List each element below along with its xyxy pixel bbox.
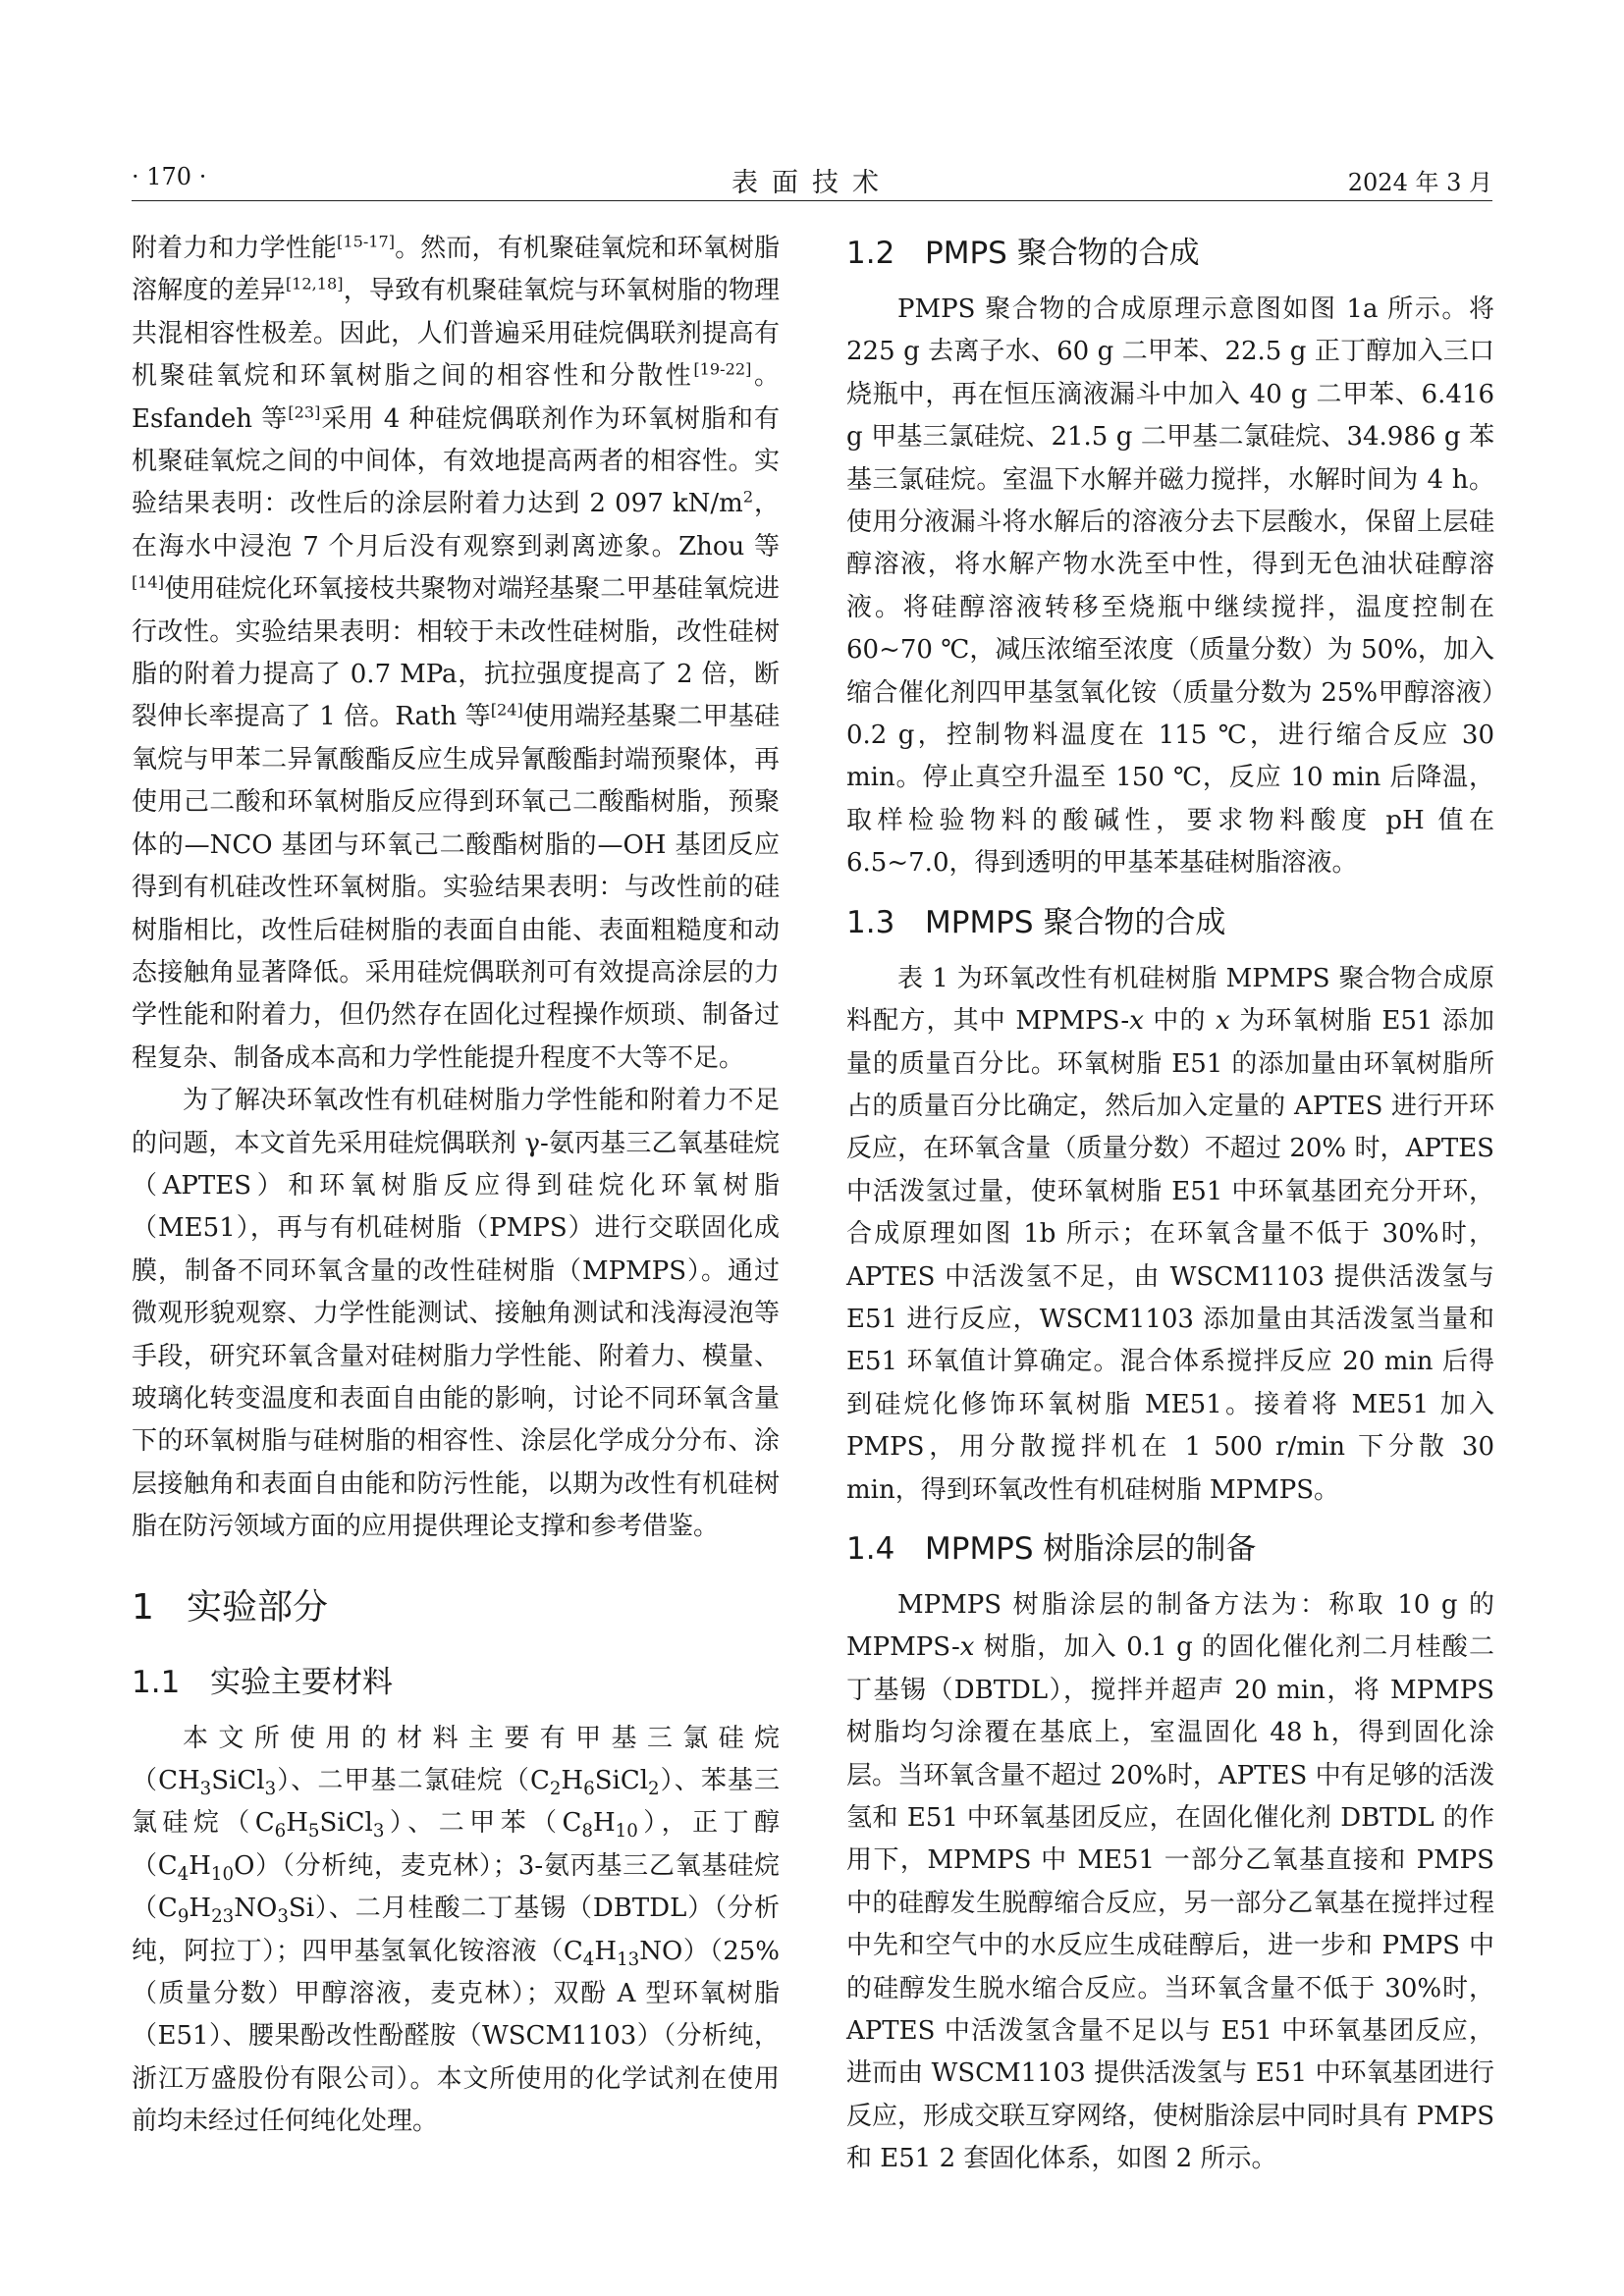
- superscript: [19-22]: [693, 359, 752, 379]
- materials-paragraph: [132, 1718, 780, 2144]
- text-run: 使用硅烷化环氧接枝共聚物对端羟基聚二甲基硅氧烷进行改性。实验结果表明：相较于未改性硅树脂，改性硅树脂的附着力提高了 0.7 MPa，抗拉强度提高了 2 倍，断裂伸长率提高了 1 倍。Rath 等: [132, 574, 780, 732]
- subscript: 2: [549, 1779, 562, 1800]
- subsection-title: 实验主要材料: [210, 1664, 393, 1700]
- subsection-number: 1.1: [132, 1664, 181, 1700]
- text-run: ，导致有机聚硅氧烷与环氧树脂的物理共混相容性极差。因此，人们普遍采用硅烷偶联剂提高有机聚硅氧烷和环氧树脂之间的相容性和分散性: [132, 276, 780, 392]
- header-rule: [132, 200, 1492, 201]
- subscript: 6: [583, 1779, 595, 1800]
- text-run: 为环氧树脂 E51 添加量的质量百分比。环氧树脂 E51 的添加量由环氧树脂所占的质量百分比确定，然后加入定量的 APTES 进行开环反应，在环氧含量（质量分数）不超过 20% 时，APTES 中活泼氢过量，使环氧树脂 E51 中环氧基团充分开环，合成原理如图 1b 所示；在环氧含量不低于 30%时，APTES 中活泼氢不足，由 WSCM1103 提供活泼氢与 E51 进行反应，WSCM1103 添加量由其活泼氢当量和 E51 环氧值计算确定。混合体系搅拌反应 20 min 后得到硅烷化修饰环氧树脂 ME51。接着将 ME51 加入 PMPS，用分散搅拌机在 1 500 r/min 下分散 30 min，得到环氧改性有机硅树脂 MPMPS。: [846, 1006, 1495, 1505]
- subscript: 3: [372, 1821, 385, 1842]
- subsection-title: PMPS 聚合物的合成: [925, 236, 1200, 271]
- superscript: [24]: [490, 700, 523, 720]
- subscript: 3: [277, 1906, 289, 1928]
- text-run: 使用端羟基聚二甲基硅氧烷与甲苯二异氰酸酯反应生成异氰酸酯封端预聚体，再使用己二酸和环氧树脂反应得到环氧己二酸酯树脂，预聚体的—NCO 基团与环氧己二酸酯树脂的—OH 基团反应得到有机硅改性环氧树脂。实验结果表明：与改性前的硅树脂相比，改性后硅树脂的表面自由能、表面粗糙度和动态接触角显著降低。采用硅烷偶联剂可有效提高涂层的力学性能和附着力，但仍然存在固化过程操作烦琐、制备过程复杂、制备成本高和力学性能提升程度不大等不足。: [132, 702, 780, 1073]
- superscript: [15-17]: [337, 232, 396, 251]
- text-run: 树脂，加入 0.1 g 的固化催化剂二月桂酸二丁基锡（DBTDL），搅拌并超声 20 min，将 MPMPS 树脂均匀涂覆在基底上，室温固化 48 h，得到固化涂层。当环氧含量不超过 20%时，APTES 中有足够的活泼氢和 E51 中环氧基团反应，在固化催化剂 DBTDL 的作用下，MPMPS 中 ME51 一部分乙氧基直接和 PMPS 中的硅醇发生脱醇缩合反应，另一部分乙氧基在搅拌过程中先和空气中的水反应生成硅醇后，进一步和 PMPS 中的硅醇发生脱水缩合反应。当环氧含量不低于 30%时，APTES 中活泼氢含量不足以与 E51 中环氧基团反应，进而由 WSCM1103 提供活泼氢与 E51 中环氧基团进行反应，形成交联互穿网络，使树脂涂层中同时具有 PMPS 和 E51 2 套固化体系，如图 2 所示。: [846, 1632, 1494, 2174]
- subscript: 9: [177, 1906, 189, 1928]
- subsection-number: 1.2: [846, 236, 895, 271]
- subscript: 13: [617, 1949, 640, 1970]
- section-number: 1: [132, 1586, 154, 1628]
- text-run: H: [189, 1850, 211, 1881]
- italic-variable: x: [959, 1632, 975, 1663]
- text-run: SiCl: [319, 1808, 373, 1839]
- italic-variable: x: [1129, 1006, 1144, 1037]
- superscript: 2: [742, 487, 754, 507]
- superscript: [12,18]: [285, 274, 344, 294]
- text-run: 。Esfandeh 等: [132, 361, 780, 434]
- left-column: [132, 228, 780, 2144]
- text-run: 附着力和力学性能: [132, 234, 338, 263]
- subscript: 2: [648, 1779, 660, 1800]
- pmps-synthesis-paragraph: [846, 289, 1494, 885]
- text-run: H: [286, 1808, 308, 1839]
- text-run: NO）（25%（质量分数）甲醇溶液，麦克林）；双酚 A 型环氧树脂（E51）、腰果酚改性酚醛胺（WSCM1103）（分析纯，浙江万盛股份有限公司）。本文所使用的化学试剂在使用前均未经过任何纯化处理。: [132, 1936, 780, 2137]
- subsection-number: 1.4: [846, 1530, 895, 1567]
- subscript: 4: [582, 1949, 595, 1970]
- subsection-title: MPMPS 树脂涂层的制备: [925, 1530, 1257, 1567]
- subscript: 4: [177, 1864, 189, 1885]
- issue-date: 2024 年 3 月: [1347, 169, 1492, 196]
- text-run: H: [594, 1936, 618, 1966]
- text-run: Si）、二月桂酸二丁基锡（DBTDL）（分析纯，阿拉丁）；四甲基氢氧化铵溶液（C: [132, 1894, 780, 1966]
- subscript: 10: [615, 1821, 638, 1842]
- subsection-heading-1-1: [132, 1657, 780, 1708]
- text-run: SiCl: [211, 1766, 265, 1795]
- text-run: 为了解决环氧改性有机硅树脂力学性能和附着力不足的问题，本文首先采用硅烷偶联剂 γ-氨丙基三乙氧基硅烷（APTES）和环氧树脂反应得到硅烷化环氧树脂（ME51），再与有机硅树脂（PMPS）进行交联固化成膜，制备不同环氧含量的改性硅树脂（MPMPS）。通过微观形貌观察、力学性能测试、接触角测试和浅海浸泡等手段，研究环氧含量对硅树脂力学性能、附着力、模量、玻璃化转变温度和表面自由能的影响，讨论不同环氧含量下的环氧树脂与硅树脂的相容性、涂层化学成分分布、涂层接触角和表面自由能和防污性能，以期为改性有机硅树脂在防污领域方面的应用提供理论支撑和参考借鉴。: [132, 1086, 780, 1542]
- text-run: PMPS 聚合物的合成原理示意图如图 1a 所示。将 225 g 去离子水、60 g 二甲苯、22.5 g 正丁醇加入三口烧瓶中，再在恒压滴液漏斗中加入 40 g 二甲苯、6.416 g 甲基三氯硅烷、21.5 g 二甲基二氯硅烷、34.986 g 苯基三氯硅烷。室温下水解并磁力搅拌，水解时间为 4 h。使用分液漏斗将水解后的溶液分去下层酸水，保留上层硅醇溶液，将水解产物水洗至中性，得到无色油状硅醇溶液。将硅醇溶液转移至烧瓶中继续搅拌，温度控制在 60~70 ℃，减压浓缩至浓度（质量分数）为 50%，加入缩合催化剂四甲基氢氧化铵（质量分数为 25%甲醇溶液）0.2 g，控制物料温度在 115 ℃，进行缩合反应 30 min。停止真空升温至 150 ℃，反应 10 min 后降温，取样检验物料的酸碱性，要求物料酸度 pH 值在 6.5~7.0，得到透明的甲基苯基硅树脂溶液。: [846, 294, 1494, 879]
- text-run: SiCl: [594, 1766, 649, 1795]
- text-run: 。然而，有机聚硅氧烷和环氧树脂溶解度的差异: [132, 234, 780, 306]
- coating-preparation-paragraph: [846, 1584, 1494, 2181]
- text-run: 中的: [1143, 1006, 1217, 1037]
- subsection-heading-1-2: [846, 228, 1494, 279]
- italic-variable: x: [1216, 1006, 1230, 1037]
- superscript: [23]: [288, 401, 321, 421]
- section-heading-1: [132, 1576, 780, 1639]
- text-run: 表 1 为环氧改性有机硅树脂 MPMPS 聚合物合成原料配方，其中 MPMPS-: [846, 963, 1494, 1037]
- text-run: NO: [234, 1894, 278, 1924]
- text-run: 采用 4 种硅烷偶联剂作为环氧树脂和有机聚硅氧烷之间的中间体，有效地提高两者的相容性。实验结果表明：改性后的涂层附着力达到 2 097 kN/m: [132, 403, 780, 519]
- page-number: · 170 ·: [132, 163, 207, 190]
- subsection-heading-1-4: [846, 1523, 1494, 1575]
- text-run: H: [189, 1894, 212, 1924]
- text-run: ，在海水中浸泡 7 个月后没有观察到剥离迹象。Zhou 等: [132, 489, 780, 561]
- text-run: H: [592, 1808, 616, 1839]
- section-title: 实验部分: [187, 1586, 329, 1628]
- subsection-number: 1.3: [846, 904, 895, 940]
- subscript: 3: [264, 1779, 277, 1800]
- text-run: MPMPS 树脂涂层的制备方法为：称取 10 g 的 MPMPS-: [846, 1589, 1494, 1663]
- text-run: ）、苯基三氯硅烷（C: [132, 1766, 780, 1839]
- text-run: ）、二甲基二氯硅烷（C: [276, 1766, 550, 1795]
- right-column: [846, 228, 1494, 2181]
- superscript: [14]: [132, 572, 165, 592]
- subsection-title: MPMPS 聚合物的合成: [925, 904, 1226, 940]
- journal-title: 表面技术: [731, 168, 893, 198]
- subscript: 6: [274, 1821, 287, 1842]
- page-header: [132, 157, 1492, 196]
- text-run: ），正丁醇（C: [132, 1808, 780, 1881]
- mpmps-synthesis-paragraph: [846, 958, 1494, 1512]
- subscript: 3: [199, 1779, 212, 1800]
- intro-paragraph-2: [132, 1080, 780, 1548]
- text-run: O）（分析纯，麦克林）；3-氨丙基三乙氧基硅烷（C: [132, 1850, 780, 1924]
- subscript: 10: [210, 1864, 235, 1885]
- subscript: 8: [581, 1821, 593, 1842]
- subscript: 5: [307, 1821, 320, 1842]
- subsection-heading-1-3: [846, 897, 1494, 948]
- text-run: 本文所使用的材料主要有甲基三氯硅烷（CH: [132, 1723, 780, 1795]
- text-run: ）、二甲苯（C: [384, 1808, 582, 1839]
- intro-paragraph-1: [132, 228, 780, 1080]
- subscript: 23: [211, 1906, 235, 1928]
- text-run: H: [561, 1766, 584, 1795]
